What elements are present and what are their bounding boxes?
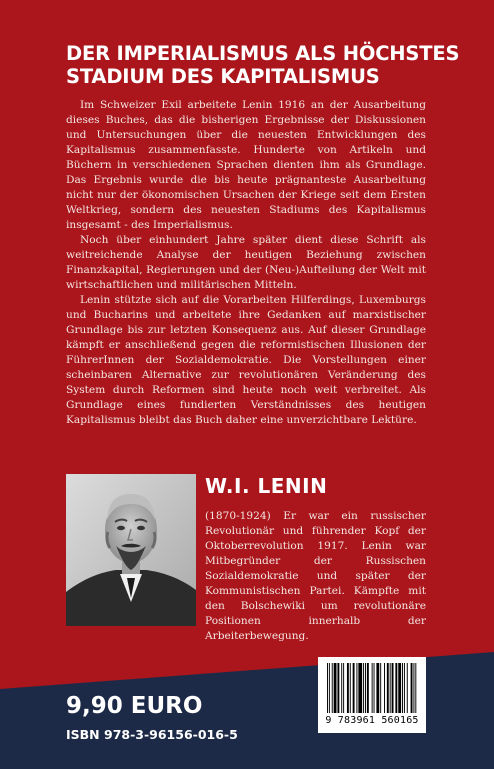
author-name: W.I. LENIN — [205, 474, 328, 498]
barcode-bar — [398, 663, 401, 713]
isbn-label: ISBN 978-3-96156-016-5 — [66, 727, 238, 742]
barcode-bar — [413, 663, 414, 713]
barcode-bar — [374, 663, 375, 713]
barcode-bar — [363, 663, 364, 713]
blurb-paragraph-1: Im Schweizer Exil arbeitete Lenin 1916 an der Ausarbeitung dieses Buches, das die bisherigen Ergebnisse der Diskussionen und Untersuchungen über die neuesten Entwicklungen des Kapitalismus zusammenfasste. Hunderte von Artikeln und Büchern in verschiedenen Sprachen dienten ihm als Grundlage. Das Ergebnis wurde die bis heute prägnanteste Ausarbeitung nicht nur der ökonomischen Ursachen der Kriege seit dem Ersten Weltkrieg, sondern des neuesten Stadiums des Kapitalismus insgesamt - des Imperialismus. — [66, 99, 426, 231]
barcode-bar — [332, 663, 333, 713]
barcode-bar — [337, 663, 339, 713]
book-title — [66, 42, 466, 88]
barcode-bar — [384, 663, 385, 713]
barcode-bar — [334, 663, 337, 713]
barcode-bar — [353, 663, 355, 713]
blurb-text — [66, 98, 426, 428]
barcode-bar — [347, 663, 349, 713]
barcode-bar — [402, 663, 403, 713]
barcode-bar — [358, 663, 362, 713]
isbn-barcode — [318, 657, 426, 733]
barcode-bars — [326, 663, 418, 715]
blurb-paragraph-3: Lenin stützte sich auf die Vorarbeiten Hilferdings, Luxemburgs und Bucharins und arbeitete ihre Gedanken auf marxistischer Grundlage bis zur letzten Konsequenz aus. Auf dieser Grundlage kämpft er anschließend gegen die reformistischen Illusionen der FührerInnen der Sozialdemokratie. Die Vorstellungen einer scheinbaren Alternative zur revolutionären Veränderung des System durch Reformen sind heute noch weit verbreitet. Als Grundlage eines fundierten Verständnisses des heutigen Kapitalismus bleibt das Buch daher eine unverzichtbare Lektüre. — [66, 294, 426, 426]
barcode-bar — [356, 663, 357, 713]
book-title-line-2: STADIUM DES KAPITALISMUS — [66, 65, 380, 88]
book-title-line-1: DER IMPERIALISMUS ALS HÖCHSTES — [66, 42, 460, 65]
barcode-bar — [343, 663, 344, 713]
barcode-digits: 9 783961 560165 — [325, 715, 419, 726]
barcode-bar — [365, 663, 366, 713]
barcode-bar — [392, 663, 394, 713]
barcode-bar — [415, 663, 416, 713]
barcode-bar — [367, 663, 369, 713]
author-portrait-photo — [66, 474, 196, 626]
barcode-bar — [390, 663, 391, 713]
barcode-bar — [407, 663, 408, 713]
barcode-bar — [387, 663, 389, 713]
barcode-bar — [404, 663, 405, 713]
barcode-bar — [341, 663, 342, 713]
blurb-paragraph-2: Noch über einhundert Jahre später dient diese Schrift als weitreichende Analyse der heutigen Beziehung zwischen Finanzkapital, Regierungen und der (Neu-)Aufteilung der Welt mit wirtschaftlichen und militärischen Mitteln. — [66, 234, 426, 291]
barcode-bar — [329, 663, 330, 713]
author-biography: (1870-1924) Er war ein russischer Revolutionär und führender Kopf der Oktoberrevolution 1917. Lenin war Mitbegründer der Russischen Sozialdemokratie und später der Kommunistischen Partei. Kämpfte mit den Bolschewiki um revolutionäre Positionen innerhalb der Arbeiterbewegung. — [205, 510, 426, 642]
barcode-bar — [380, 663, 381, 713]
price-label: 9,90 EURO — [66, 693, 203, 719]
author-portrait-illustration — [66, 474, 196, 626]
barcode-bar — [372, 663, 373, 713]
barcode-bar — [395, 663, 397, 713]
barcode-bar — [350, 663, 351, 713]
barcode-bar — [376, 663, 379, 713]
barcode-bar — [327, 663, 328, 713]
barcode-bar — [411, 663, 413, 713]
